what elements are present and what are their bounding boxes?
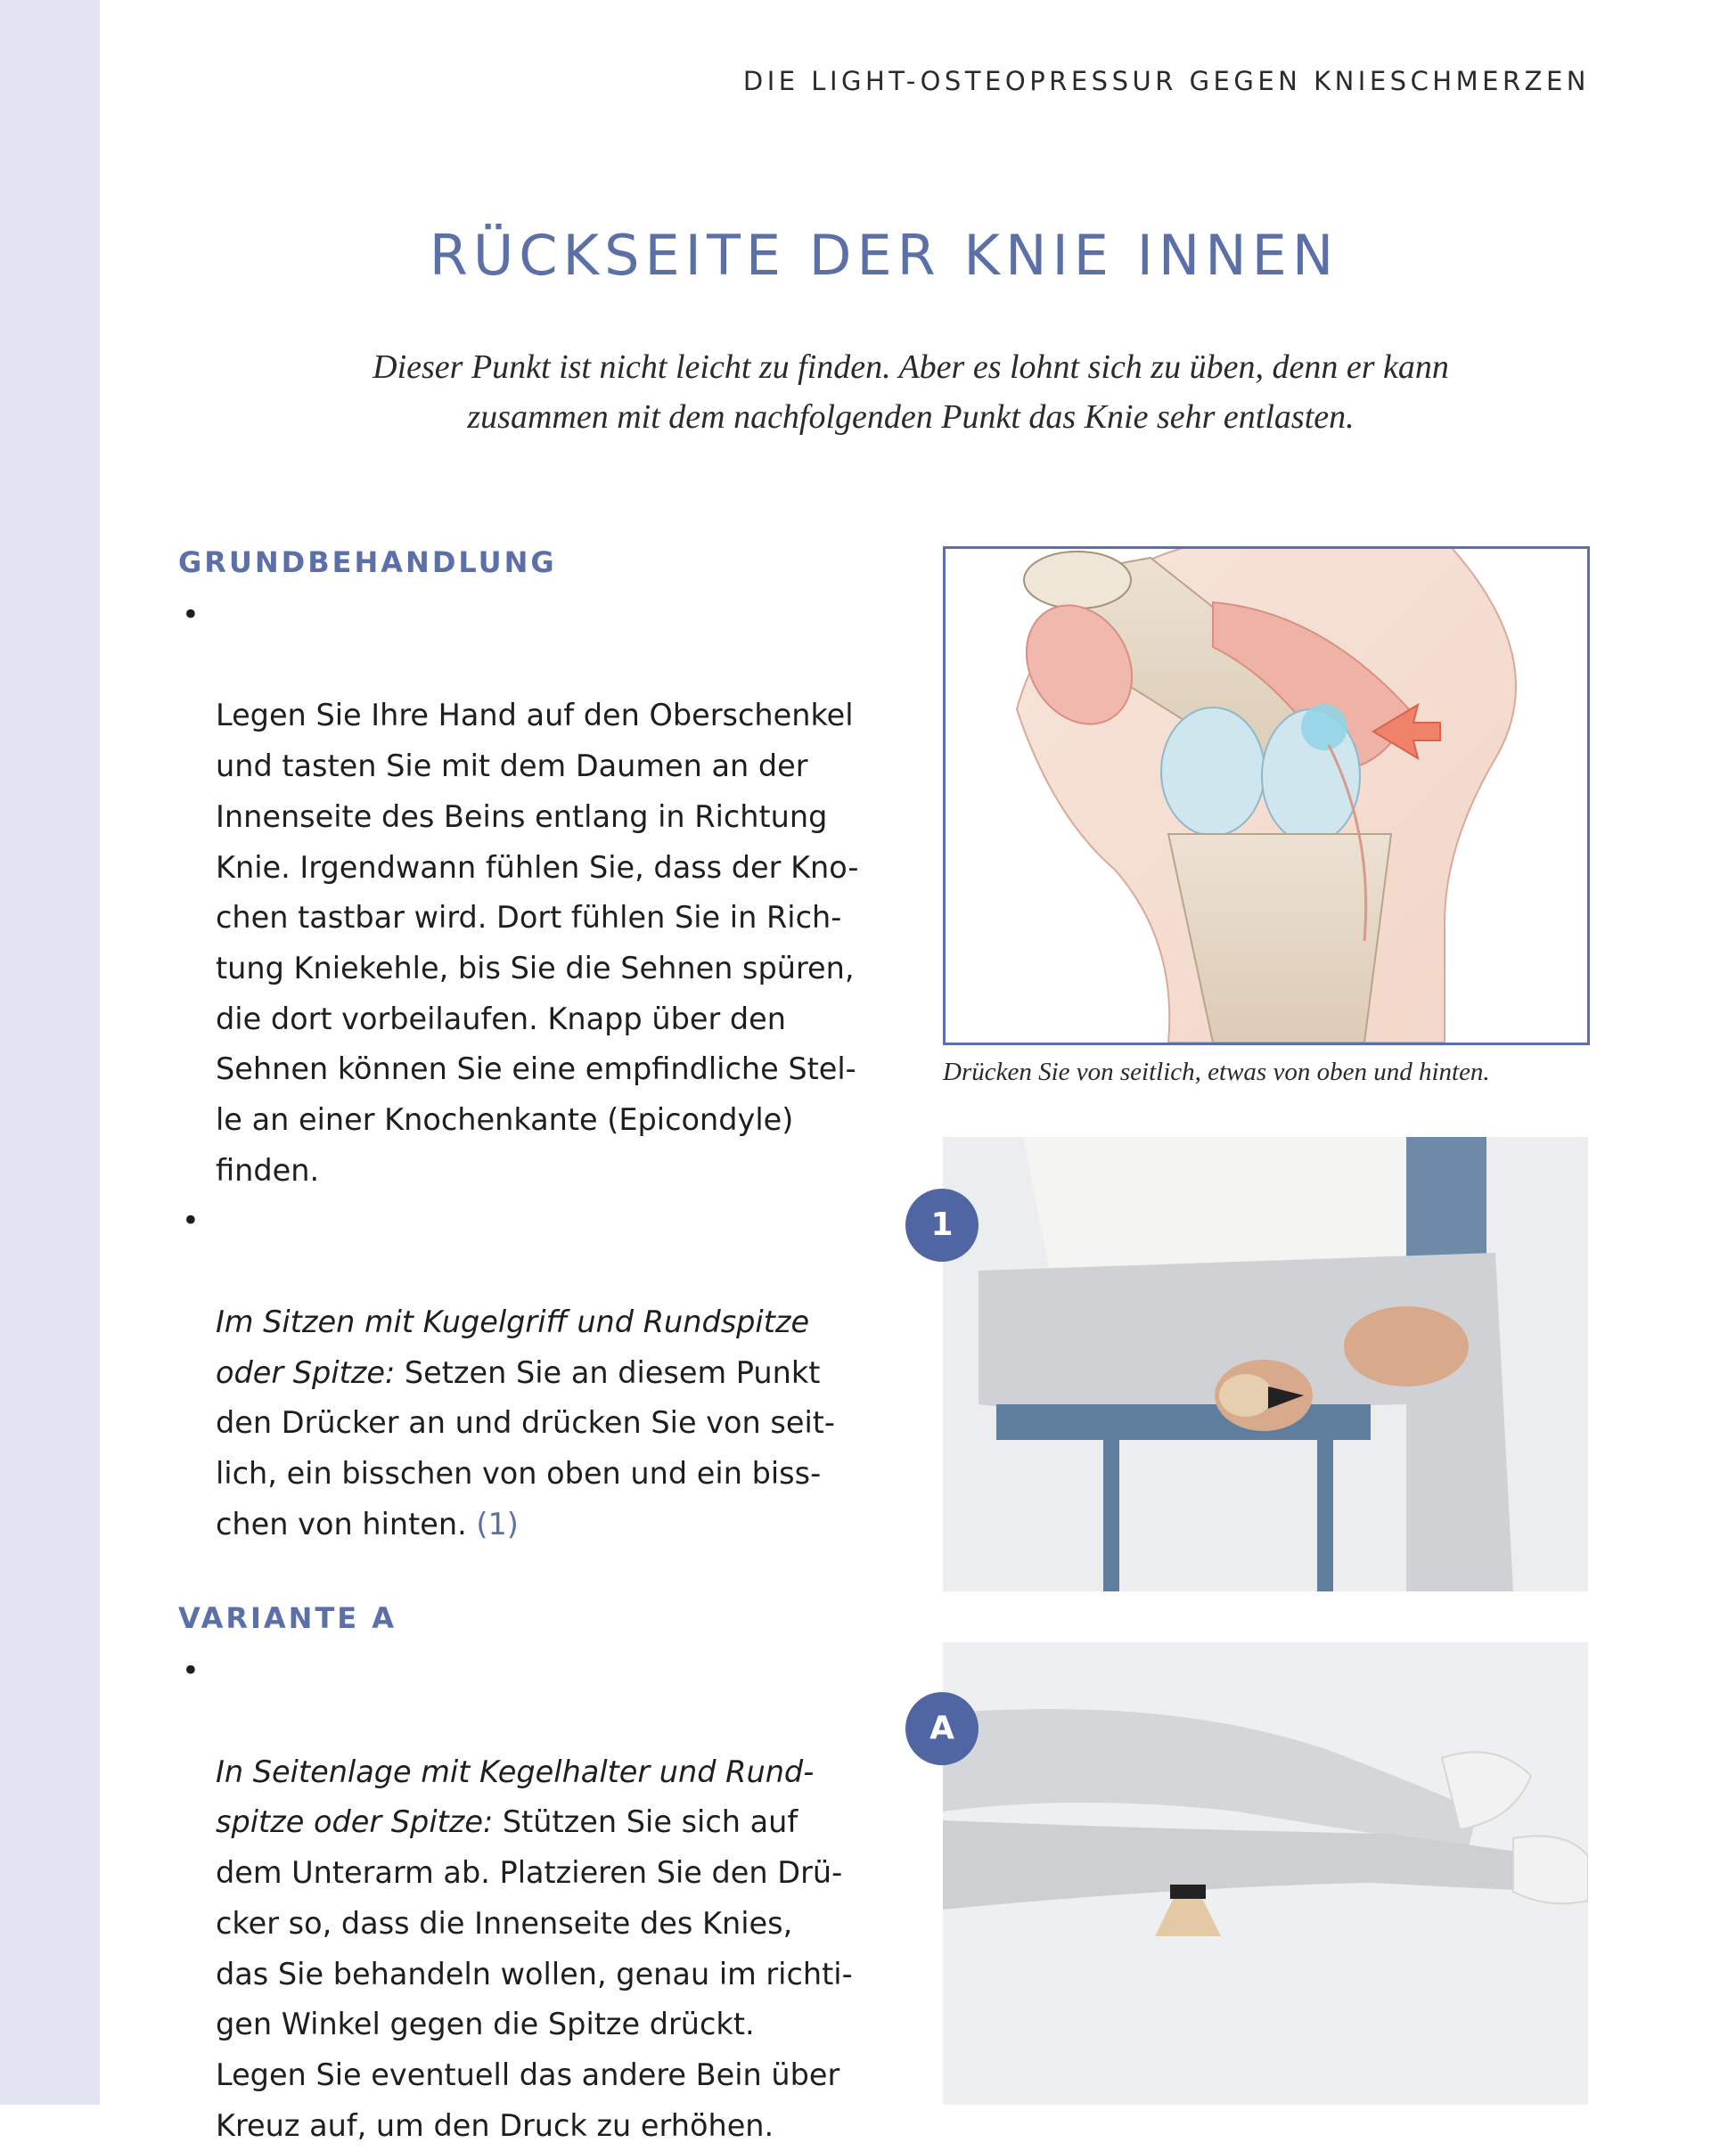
photo-seated-treatment: [943, 1137, 1588, 1591]
photo-side-lying-treatment: [943, 1642, 1588, 2105]
knee-anatomy-illustration: [943, 546, 1590, 1045]
main-text-column: [178, 545, 882, 2151]
pressure-point-marker: [1301, 704, 1347, 750]
cartilage-left: [1161, 707, 1265, 836]
running-head: DIE LIGHT-OSTEOPRESSUR GEGEN KNIESCHMERZEN: [742, 66, 1590, 96]
side-lying-photo-drawing: [943, 1642, 1588, 2105]
chair-leg: [1103, 1431, 1119, 1591]
section-heading-variante-a: VARIANTE A: [178, 1601, 397, 1636]
figure-reference: (1): [476, 1506, 519, 1542]
sneaker: [1513, 1836, 1588, 1904]
hand: [1344, 1306, 1469, 1386]
bullet-text: Stützen Sie sich auf dem Unterarm ab. Platzieren Sie den Drü- cker so, dass die Innenseite des Knies, das Sie behandeln wollen, genau im richti- gen Winkel gegen die Spitze drückt. Legen Sie eventuell das andere Bein über Kreuz auf, um den Druck zu erhöhen.: [216, 1804, 853, 2143]
knee-anatomy-drawing: [946, 549, 1587, 1043]
seated-photo-drawing: [943, 1137, 1588, 1591]
bullet-lead-text: Im Sitzen mit Kugelgriff und Rundspitze oder Spitze:: [216, 1304, 810, 1390]
list-item: [178, 590, 882, 1196]
grundbehandlung-list: [178, 590, 882, 1550]
intro-text: Dieser Punkt ist nicht leicht zu finden. Aber es lohnt sich zu üben, denn er kann zusammen mit dem nachfolgenden Punkt das Knie sehr entlasten.: [373, 348, 1449, 436]
page-side-band: [0, 0, 100, 2105]
photo-label-badge-1: 1: [905, 1189, 979, 1262]
bullet-icon: •: [182, 1203, 200, 1239]
page-title: RÜCKSEITE DER KNIE INNEN: [429, 223, 1339, 288]
bullet-icon: •: [182, 597, 200, 632]
variante-a-list: [178, 1646, 882, 2151]
chair-seat: [996, 1404, 1371, 1440]
bullet-icon: •: [182, 1653, 200, 1689]
illustration-caption: Drücken Sie von seitlich, etwas von oben und hinten.: [943, 1058, 1490, 1086]
photo-label-badge-a: A: [905, 1692, 979, 1765]
bullet-text: Setzen Sie an diesem Punkt den Drücker an und drücken Sie von seit- lich, ein bisschen von oben und ein biss- chen von hinten.: [216, 1354, 836, 1542]
chair-leg: [1317, 1431, 1333, 1591]
list-item: [178, 1196, 882, 1550]
femur-cross-section: [1024, 552, 1131, 609]
bullet-lead-text: In Seitenlage mit Kegelhalter und Rund- spitze oder Spitze:: [216, 1754, 815, 1840]
tool-tip: [1170, 1885, 1206, 1899]
bullet-text: Legen Sie Ihre Hand auf den Oberschenkel und tasten Sie mit dem Daumen an der Innenseite des Beins entlang in Richtung Knie. Irgendwann fühlen Sie, dass der Kno- chen tastbar wird. Dort fühlen Sie in Rich- tung Kniekehle, bis Sie die Sehnen spüren, die dort vorbeilaufen. Knapp über den Sehnen können Sie eine empfindliche Stel- le an einer Knochenkante (Epicondyle) finden.: [216, 698, 859, 1188]
list-item: [178, 1646, 882, 2151]
tool-handle: [1219, 1374, 1273, 1417]
section-heading-grundbehandlung: GRUNDBEHANDLUNG: [178, 545, 557, 579]
